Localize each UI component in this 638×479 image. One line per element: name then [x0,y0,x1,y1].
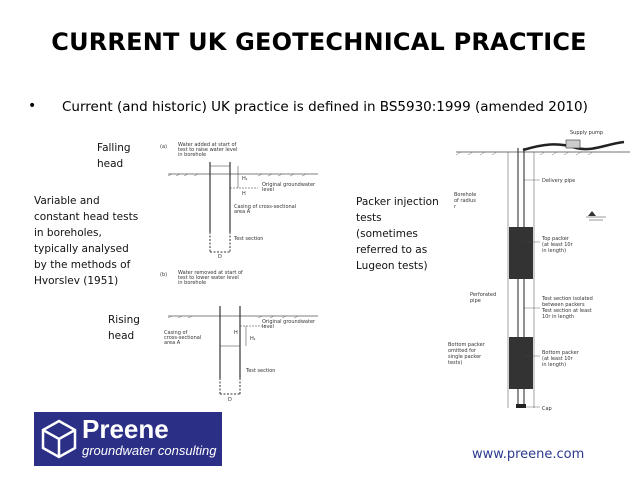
figure-label: in length) [542,248,567,254]
figure-label: Water added at start of [178,142,237,148]
bottom-packer [509,337,533,389]
figure-label: in length) [542,362,567,368]
figure-label: D [228,397,232,402]
figure-label: D [218,254,222,258]
figure-label: Test section [246,368,276,374]
note-line: referred to as [356,244,428,256]
note-line: tests (sometimes [356,212,418,240]
figure-label: H₁ [242,176,248,182]
figure-label: H₁ [250,336,256,342]
top-packer [509,227,533,279]
figure-label: tests) [448,360,463,366]
rising-head-diagram [158,268,348,402]
figure-label: omitted for [448,348,476,354]
note-line: Packer injection [356,196,439,208]
figure-label: H [234,330,238,336]
figure-label: between packers [542,302,585,308]
figure-label: Test section isolated [542,296,593,302]
note-line: typically analysed [34,243,129,255]
figure-label: 10r in length [542,314,575,320]
logo-mark-icon [40,418,78,460]
packer-test-note [356,194,446,274]
figure-tag: (b) [160,272,168,278]
pipe-cap [516,404,526,408]
note-line: head [108,330,135,342]
figure-label: test to raise water level [178,147,238,153]
figure-label: in borehole [178,152,207,158]
figure-label: Test section at least [542,308,592,314]
figure-label: Cap [542,406,552,412]
figure-label: (at least 10r [542,242,573,248]
note-line: Rising [108,314,140,326]
figure-label: cross-sectional [164,335,202,341]
figure-label: Original groundwater [262,182,316,188]
note-line: in boreholes, [34,227,102,239]
logo-name: Preene [82,414,169,444]
figure-label: level [262,187,274,193]
note-line: head [97,158,124,170]
figure-label: Casing of [164,330,188,336]
pump-icon [566,140,580,148]
figure-label: in borehole [178,280,207,286]
figure-label: Bottom packer [542,350,579,356]
figure-label: Supply pump [570,130,604,136]
figure-label: Original groundwater [262,319,316,325]
figure-label: Casing of cross-sectional [234,204,297,210]
figure-label: Bottom packer [448,342,485,348]
variable-head-note [34,193,146,289]
figure-label: pipe [470,298,481,304]
figure-label: level [262,324,274,330]
bullet-text: Current (and historic) UK practice is defined in BS5930:1999 (amended 2010) [62,99,588,115]
website-link[interactable]: www.preene.com [472,447,585,462]
falling-head-diagram [158,140,348,258]
packer-test-diagram [448,122,634,418]
bullet-marker: • [28,98,37,114]
figure-label: of radius [454,198,476,204]
note-line: Falling [97,142,131,154]
figure-label: area A [234,209,251,215]
figure-label: Perforated [470,292,497,298]
note-line: Hvorslev (1951) [34,275,119,287]
figure-label: r [454,204,457,210]
figure-label: (at least 10r [542,356,573,362]
figure-label: Water removed at start of [178,270,243,276]
note-line: Lugeon tests) [356,260,428,272]
figure-label: area A [164,340,181,346]
figure-tag: (a) [160,144,167,150]
note-line: Variable and [34,195,100,207]
slide-title: CURRENT UK GEOTECHNICAL PRACTICE [51,28,587,56]
note-line: by the methods of [34,259,131,271]
figure-label: Test section [234,236,264,242]
figure-label: test to lower water level [178,275,239,281]
figure-label: Borehole [454,192,477,198]
figure-label: H [242,191,246,197]
logo-tagline: groundwater consulting [82,443,217,458]
figure-label: Delivery pipe [542,178,576,184]
figure-label: single packer [448,354,482,360]
figure-label: Top packer [542,236,569,242]
note-line: constant head tests [34,211,139,223]
falling-head-note [97,140,157,172]
